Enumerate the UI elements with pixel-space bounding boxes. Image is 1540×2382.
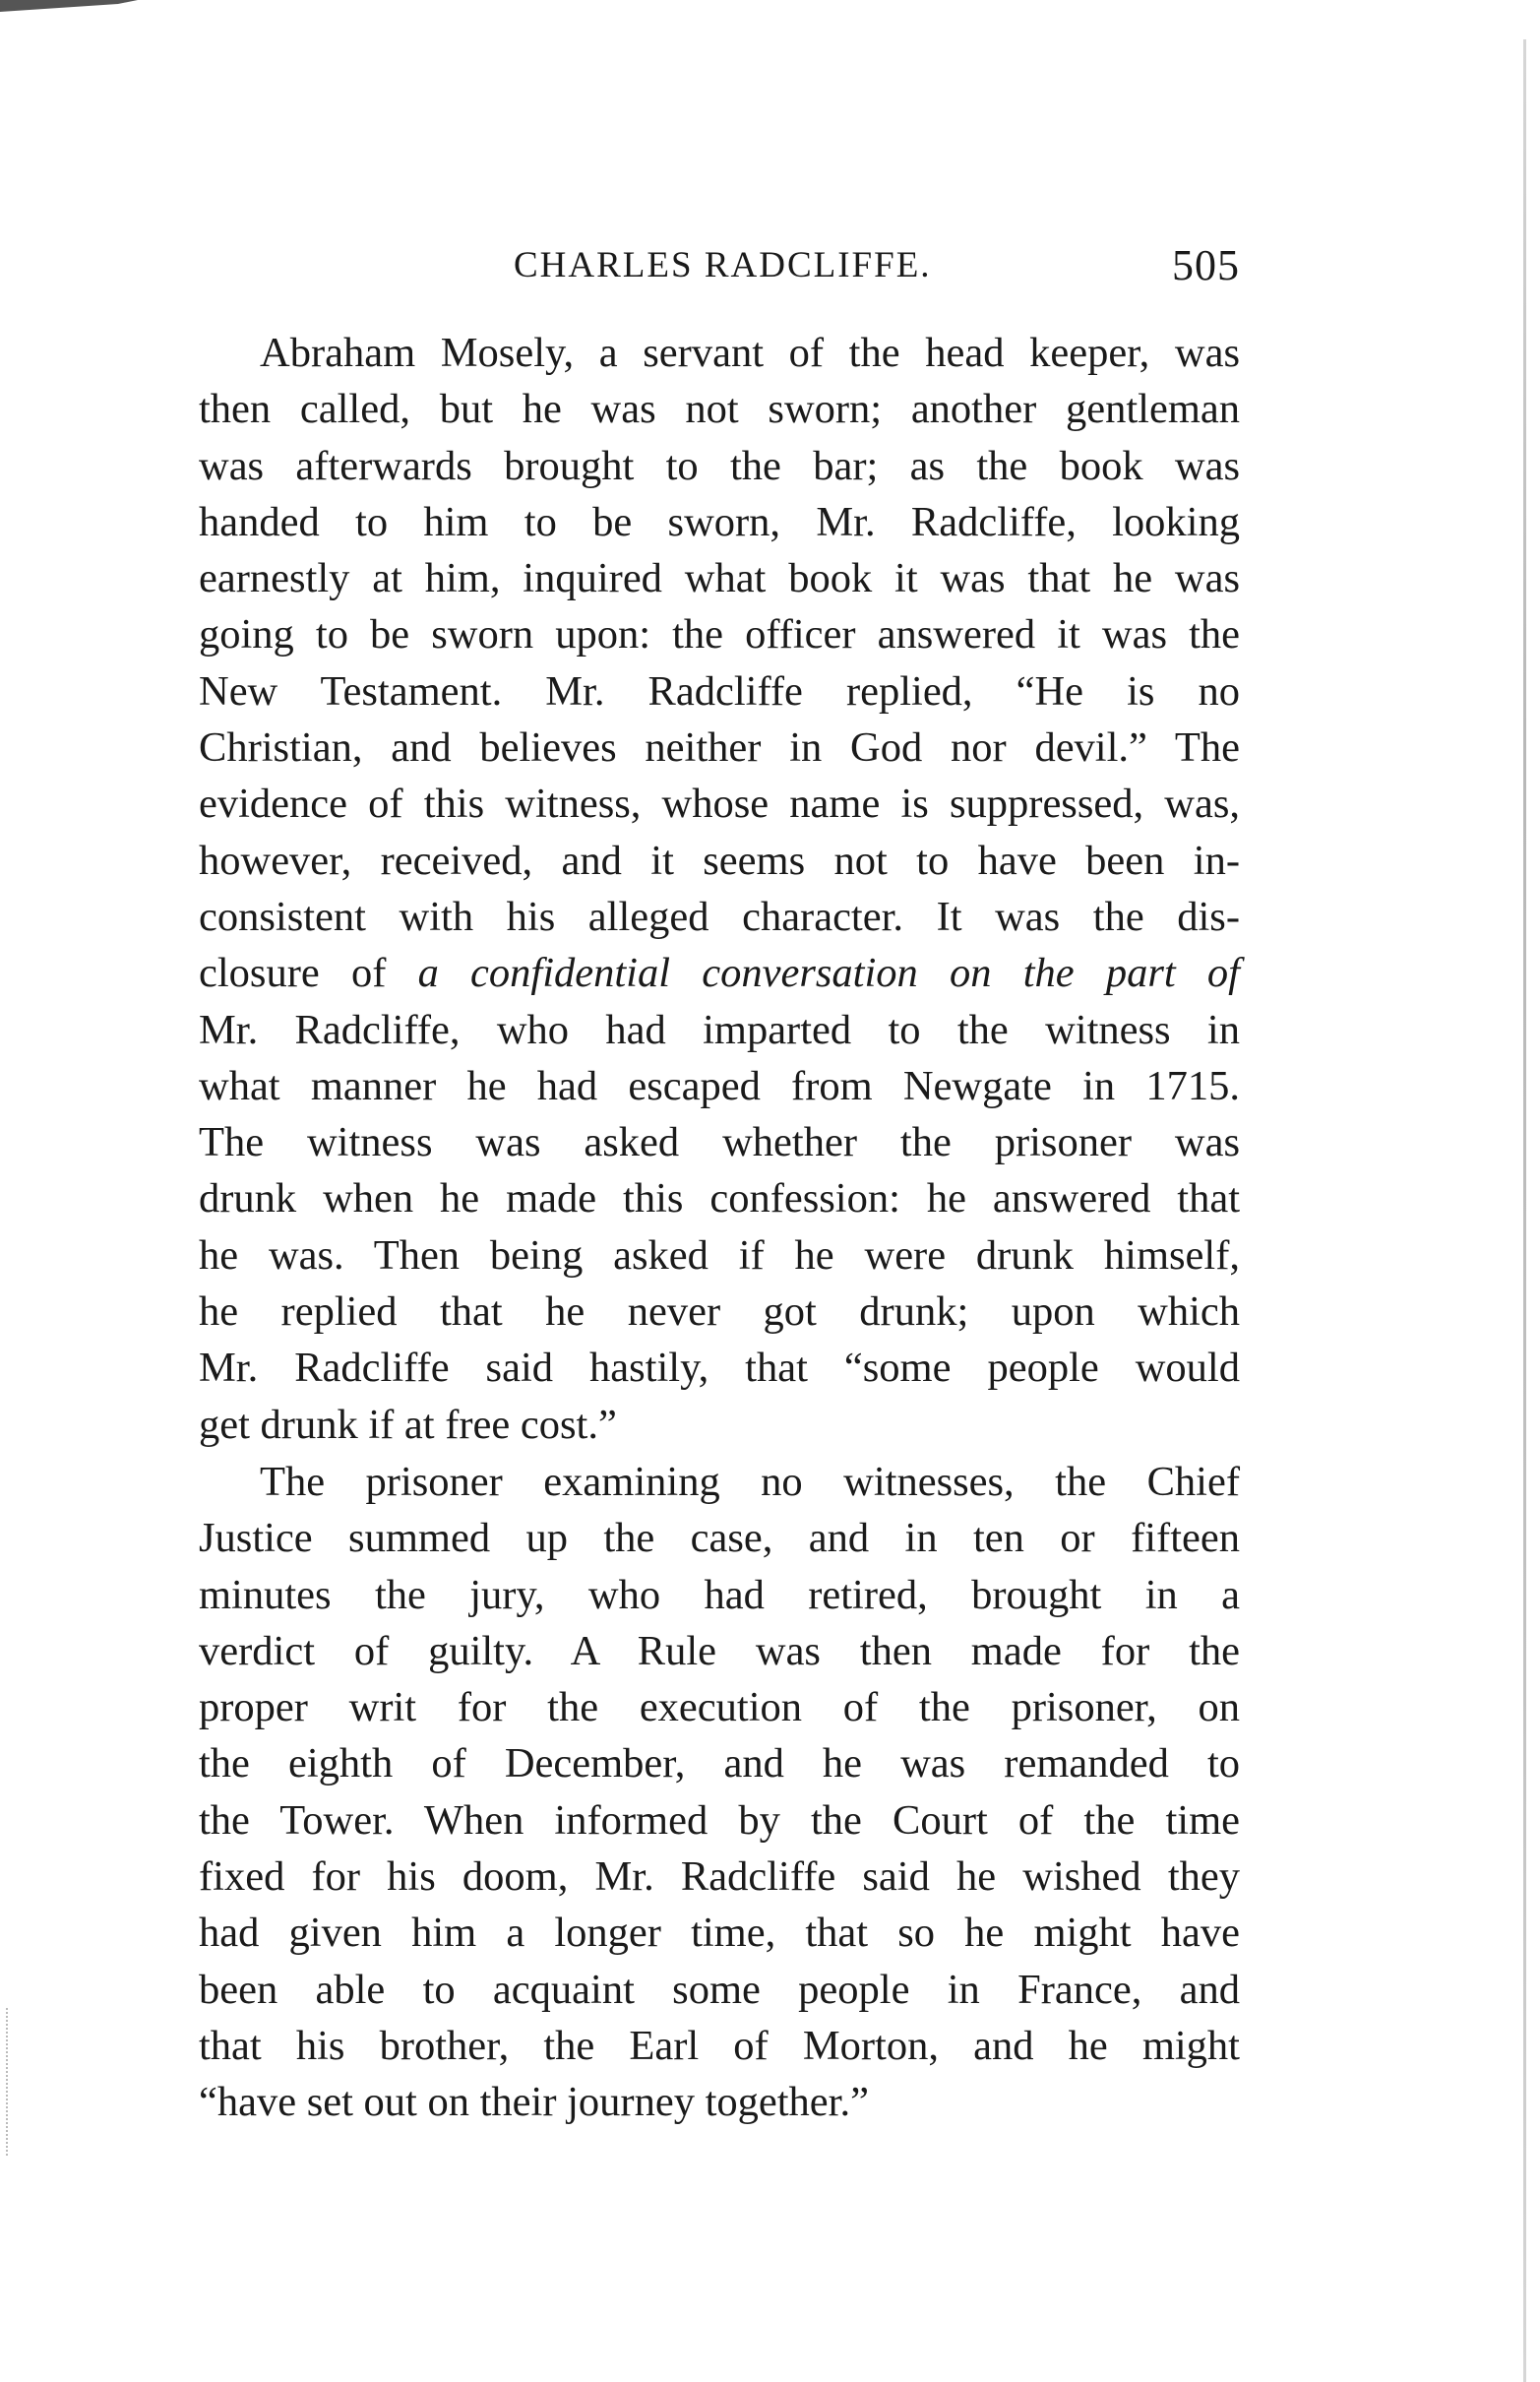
text-line: had given him a longer time, that so he might have (199, 1910, 1240, 1957)
text-line: he was. Then being asked if he were drunk himself, (199, 1231, 1240, 1279)
text-line: fixed for his doom, Mr. Radcliffe said he wished they (199, 1853, 1240, 1901)
text-line: Mr. Radcliffe said hastily, that “some people would (199, 1345, 1240, 1392)
text-line: minutes the jury, who had retired, brought in a (199, 1571, 1240, 1618)
text-line: that his brother, the Earl of Morton, and he might (199, 2022, 1240, 2069)
text-line: however, received, and it seems not to have been in- (199, 837, 1240, 884)
text-line: drunk when he made this confession: he answered that (199, 1175, 1240, 1222)
text-line: The prisoner examining no witnesses, the Chief (260, 1458, 1240, 1505)
text-line: consistent with his alleged character. It was the dis- (199, 893, 1240, 940)
text-line: was afterwards brought to the bar; as the book was (199, 442, 1240, 489)
running-title: CHARLES RADCLIFFE. (514, 245, 932, 285)
text-line: handed to him to be sworn, Mr. Radcliffe, looking (199, 498, 1240, 545)
text-line: going to be sworn upon: the officer answered it was the (199, 611, 1240, 658)
body-text (199, 325, 1240, 2131)
paragraph-1 (199, 325, 1240, 1453)
text-line: the Tower. When informed by the Court of the time (199, 1796, 1240, 1844)
paragraph-2 (199, 1454, 1240, 2131)
text-line: Christian, and believes neither in God nor devil.” The (199, 724, 1240, 772)
text-line: get drunk if at free cost.” (199, 1401, 617, 1448)
text-line: Mr. Radcliffe, who had imparted to the witness in (199, 1006, 1240, 1053)
page-number: 505 (1172, 241, 1240, 289)
italic-line-prefix: closure of (199, 950, 418, 997)
italic-phrase: a confidential conversation on the part of (417, 950, 1240, 997)
text-line: proper writ for the execution of the prisoner, on (199, 1684, 1240, 1731)
scan-corner-mark (0, 0, 138, 14)
text-line: been able to acquaint some people in France, and (199, 1966, 1240, 2013)
text-line: then called, but he was not sworn; another gentleman (199, 386, 1240, 433)
text-line: “have set out on their journey together.” (199, 2079, 869, 2126)
text-line: New Testament. Mr. Radcliffe replied, “He is no (199, 667, 1240, 715)
text-line: evidence of this witness, whose name is suppressed, was, (199, 781, 1240, 828)
text-line: Justice summed up the case, and in ten or fifteen (199, 1515, 1240, 1562)
text-line: earnestly at him, inquired what book it was that he was (199, 555, 1240, 602)
scan-margin-specks (6, 2008, 11, 2156)
text-line: he replied that he never got drunk; upon which (199, 1288, 1240, 1336)
text-line: The witness was asked whether the prisoner was (199, 1119, 1240, 1166)
text-line-italic (199, 945, 1240, 1001)
scan-page-edge (1523, 39, 1526, 2382)
text-line: verdict of guilty. A Rule was then made for the (199, 1627, 1240, 1674)
running-head (197, 240, 1240, 299)
text-line: what manner he had escaped from Newgate in 1715. (199, 1062, 1240, 1109)
text-line: the eighth of December, and he was remanded to (199, 1740, 1240, 1787)
text-line: Abraham Mosely, a servant of the head keeper, was (260, 330, 1240, 376)
